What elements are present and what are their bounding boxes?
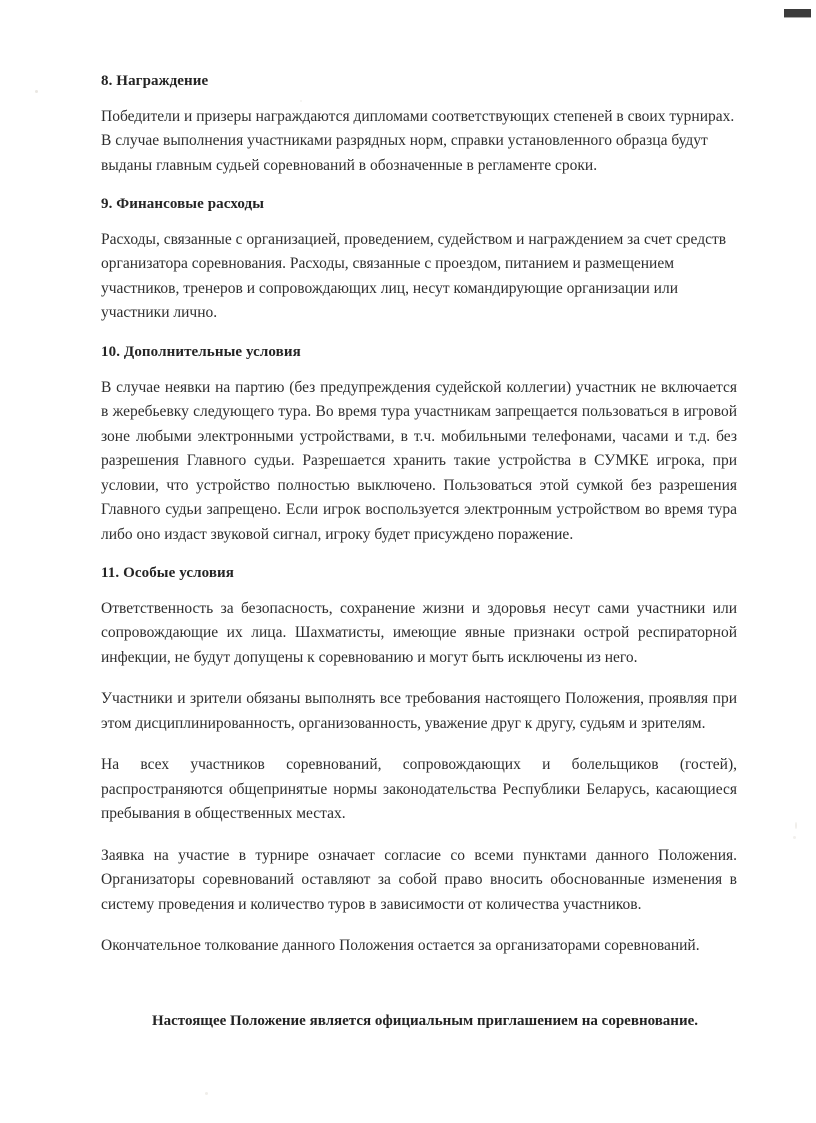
closing-statement: Настоящее Положение является официальным приглашением на соревнование. [151,1012,699,1029]
section-11-paragraph-3: На всех участников соревнований, сопровождающих и болельщиков (гостей), распространяются общепринятые нормы законодательства Республики Беларусь, касающиеся пребывания в общественных местах. [101,756,737,823]
section-heading-11: 11. Особые условия [101,565,235,582]
section-heading-10: 10. Дополнительные условия [101,343,301,360]
section-11-paragraph-1: Ответственность за безопасность, сохранение жизни и здоровья несут сами участники или сопровождающие их лица. Шахматисты, имеющие явные признаки острой респираторной инфекции, не будут допущены к соревнованию и могут быть исключены из него. [101,599,737,666]
section-8-paragraph-1: Победители и призеры награждаются дипломами соответствующих степеней в своих турнирах. В случае выполнения участниками разрядных норм, справки установленного образца будут выданы главным судьей соревнований в обозначенные в регламенте сроки. [101,107,735,174]
section-9-paragraph-1: Расходы, связанные с организацией, проведением, судейством и награждением за счет средств организатора соревнования. Расходы, связанные с проездом, питанием и размещением участников, тренеров и сопровождающих лиц, несут командирующие организации или участники лично. [101,230,727,322]
section-heading-8: 8. Награждение [101,73,209,89]
section-11-paragraph-2: Участники и зрители обязаны выполнять все требования настоящего Положения, проявляя при этом дисциплинированность, организованность, уважение друг к другу, судьям и зрителям. [101,690,737,732]
section-10-paragraph-1: В случае неявки на партию (без предупреждения судейской коллегии) участник не включается в жеребьевку следующего тура. Во время тура участникам запрещается пользоваться в игровой зоне любыми электронными устройствами, в т.ч. мобильными телефонами, часами и т.д. без разрешения Главного судьи. Разрешается хранить такие устройства в СУМКЕ игрока, при условии, что устройство полностью выключено. Пользоваться этой сумкой без разрешения Главного судьи запрещено. Если игрок воспользуется электронным устройством во время тура либо оно издаст звуковой сигнал, игроку будет присуждено поражение. [101,378,737,543]
section-11-paragraph-4: Заявка на участие в турнире означает согласие со всеми пунктами данного Положения. Организаторы соревнований оставляют за собой право вносить обоснованные изменения в систему проведения и количество туров в зависимости от количества участников. [101,846,737,913]
scan-speck [205,1092,208,1095]
document-body [101,72,737,1032]
section-heading-9: 9. Финансовые расходы [101,196,265,213]
scan-speck [793,836,796,839]
scan-speck [795,822,797,829]
section-11-paragraph-5: Окончательное толкование данного Положения остается за организаторами соревнований. [101,937,700,955]
scan-artifact-bar [784,9,811,18]
scan-speck [35,90,38,93]
